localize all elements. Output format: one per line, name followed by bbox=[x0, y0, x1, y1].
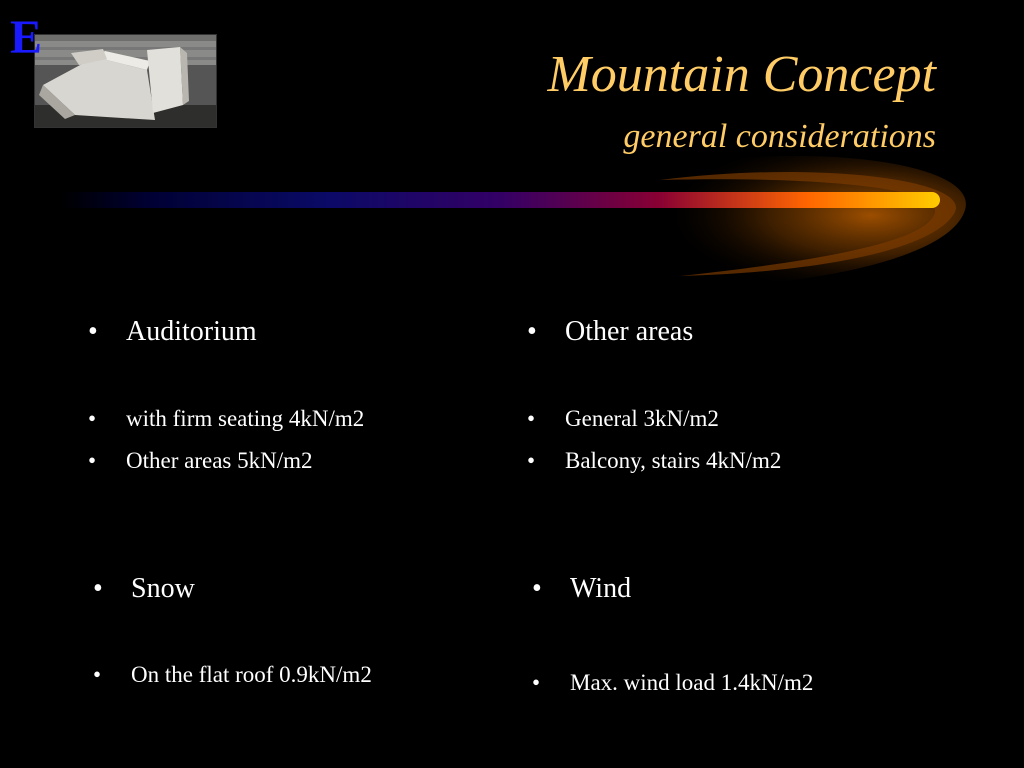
list-item bbox=[527, 406, 719, 432]
list-item bbox=[88, 448, 313, 474]
slide-title: Mountain Concept bbox=[547, 46, 936, 103]
heading-text: Snow bbox=[131, 573, 195, 604]
bullet-icon: • bbox=[88, 316, 98, 347]
bullet-icon: • bbox=[88, 448, 97, 473]
bullet-icon: • bbox=[527, 448, 536, 473]
bullet-icon: • bbox=[532, 573, 542, 604]
model-photo bbox=[34, 34, 217, 128]
bullet-icon: • bbox=[532, 670, 541, 695]
list-item-text: Balcony, stairs 4kN/m2 bbox=[565, 448, 782, 473]
bullet-icon: • bbox=[93, 662, 102, 687]
bullet-icon: • bbox=[93, 573, 103, 604]
bullet-icon: • bbox=[88, 406, 97, 431]
list-item bbox=[527, 448, 781, 474]
bullet-icon: • bbox=[527, 316, 537, 347]
section-heading bbox=[88, 316, 257, 348]
list-item-text: Other areas 5kN/m2 bbox=[126, 448, 313, 473]
list-item bbox=[93, 662, 372, 688]
heading-text: Auditorium bbox=[126, 316, 257, 347]
bullet-icon: • bbox=[527, 406, 536, 431]
section-heading bbox=[527, 316, 693, 348]
heading-text: Wind bbox=[570, 573, 632, 604]
slide-subtitle: general considerations bbox=[623, 118, 936, 155]
heading-text: Other areas bbox=[565, 316, 694, 347]
list-item-text: General 3kN/m2 bbox=[565, 406, 719, 431]
list-item bbox=[88, 406, 364, 432]
list-item-text: with firm seating 4kN/m2 bbox=[126, 406, 365, 431]
logo-letter: E bbox=[10, 11, 43, 64]
list-item-text: On the flat roof 0.9kN/m2 bbox=[131, 662, 372, 687]
list-item-text: Max. wind load 1.4kN/m2 bbox=[570, 670, 814, 695]
section-heading bbox=[93, 573, 195, 605]
decorative-swoosh bbox=[0, 140, 1024, 300]
section-heading bbox=[532, 573, 631, 605]
list-item bbox=[532, 670, 813, 696]
